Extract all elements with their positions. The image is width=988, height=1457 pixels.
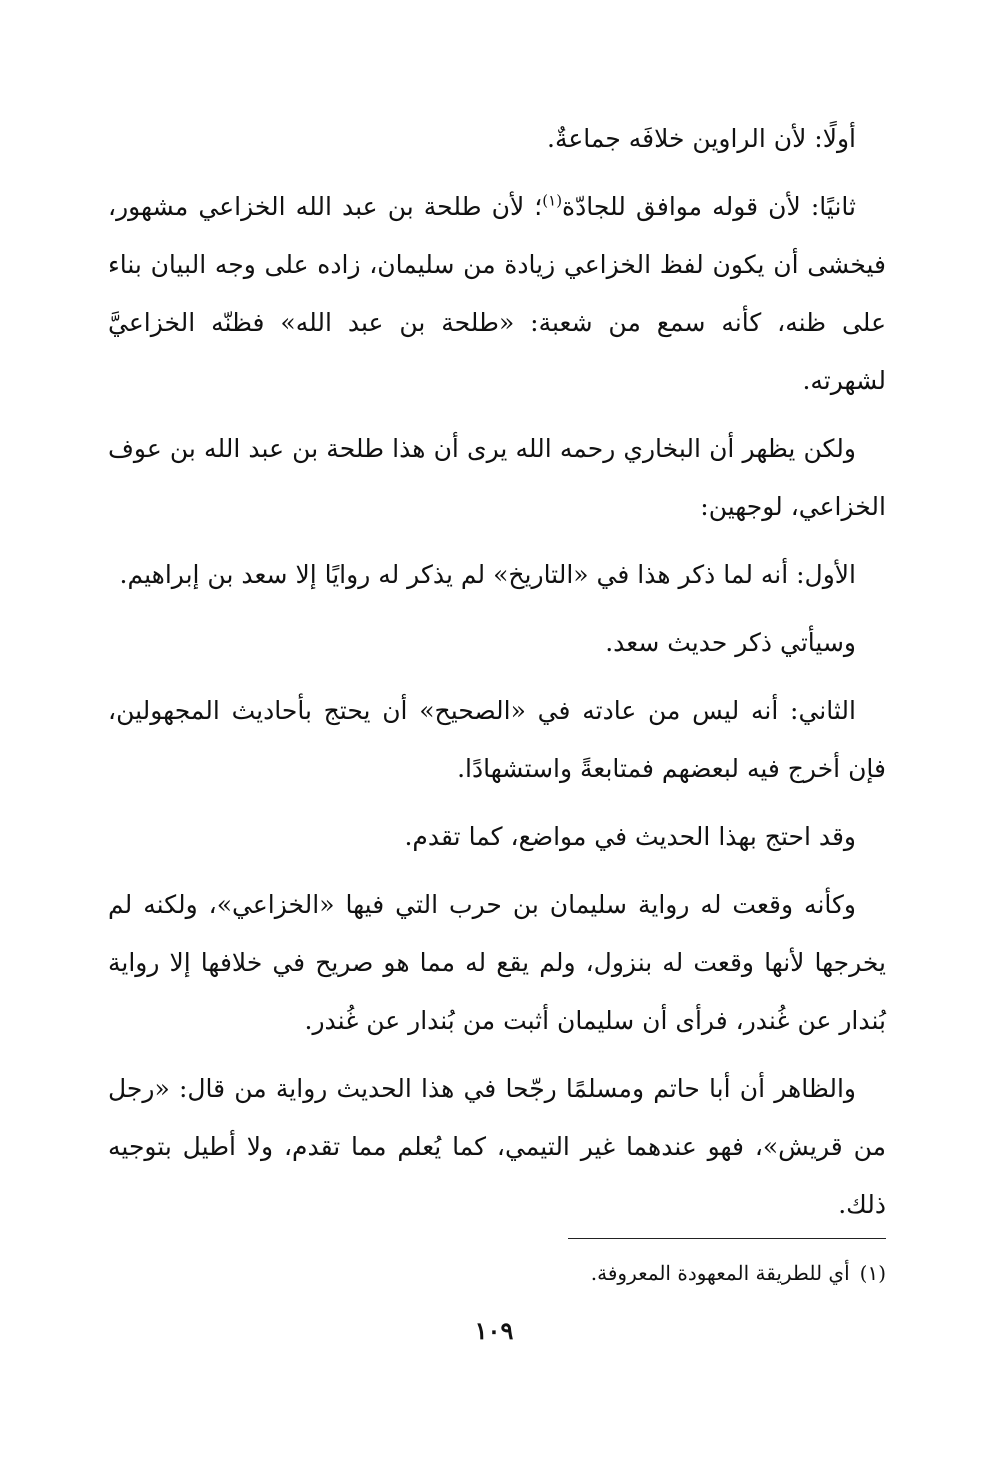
paragraph-5	[108, 614, 886, 672]
footnote-reference: (١)	[542, 191, 563, 210]
paragraph-8-text: وكأنه وقعت له رواية سليمان بن حرب التي فيها «الخزاعي»، ولكنه لم يخرجها لأنها وقعت له بنزول، ولم يقع له مما هو صريح في خلافها إلا رواية بُندار عن غُندر، فرأى أن سليمان أثبت من بُندار عن غُندر.	[108, 890, 886, 1035]
paragraph-6	[108, 682, 886, 798]
paragraph-9	[108, 1060, 886, 1234]
paragraph-7	[108, 808, 886, 866]
paragraph-8	[108, 876, 886, 1050]
footnote-text: أي للطريقة المعهودة المعروفة.	[590, 1261, 850, 1285]
paragraph-4-text: الأول: أنه لما ذكر هذا في «التاريخ» لم يذكر له روايًا إلا سعد بن إبراهيم.	[119, 560, 856, 589]
paragraph-5-text: وسيأتي ذكر حديث سعد.	[605, 628, 856, 657]
main-text	[108, 110, 886, 1244]
paragraph-2-text-after: ؛ لأن طلحة بن عبد الله الخزاعي مشهور، فيخشى أن يكون لفظ الخزاعي زيادة من سليمان، زاده على وجه البيان بناء على ظنه، كأنه سمع من شعبة: «طلحة بن عبد الله» فظنّه الخزاعيَّ لشهرته.	[108, 192, 886, 395]
paragraph-4	[108, 546, 886, 604]
paragraph-9-text: والظاهر أن أبا حاتم ومسلمًا رجّحا في هذا الحديث رواية من قال: «رجل من قريش»، فهو عندهما غير التيمي، كما يُعلم مما تقدم، ولا أطيل بتوجيه ذلك.	[108, 1074, 886, 1219]
paragraph-3	[108, 420, 886, 536]
paragraph-7-text: وقد احتج بهذا الحديث في مواضع، كما تقدم.	[404, 822, 856, 851]
paragraph-6-text: الثاني: أنه ليس من عادته في «الصحيح» أن يحتج بأحاديث المجهولين، فإن أخرج فيه لبعضهم فمتابعةً واستشهادًا.	[108, 696, 886, 783]
footnote-divider	[568, 1238, 886, 1239]
paragraph-2-text-before: ثانيًا: لأن قوله موافق للجادّة	[562, 192, 856, 221]
footnote-number: (١)	[859, 1261, 886, 1285]
paragraph-2	[108, 178, 886, 410]
footnote	[108, 1256, 886, 1290]
page-number: ١٠٩	[474, 1316, 514, 1345]
paragraph-1-text: أولًا: لأن الراوين خلافَه جماعةٌ.	[547, 124, 856, 153]
paragraph-1	[108, 110, 886, 168]
paragraph-3-text: ولكن يظهر أن البخاري رحمه الله يرى أن هذا طلحة بن عبد الله بن عوف الخزاعي، لوجهين:	[108, 434, 886, 521]
